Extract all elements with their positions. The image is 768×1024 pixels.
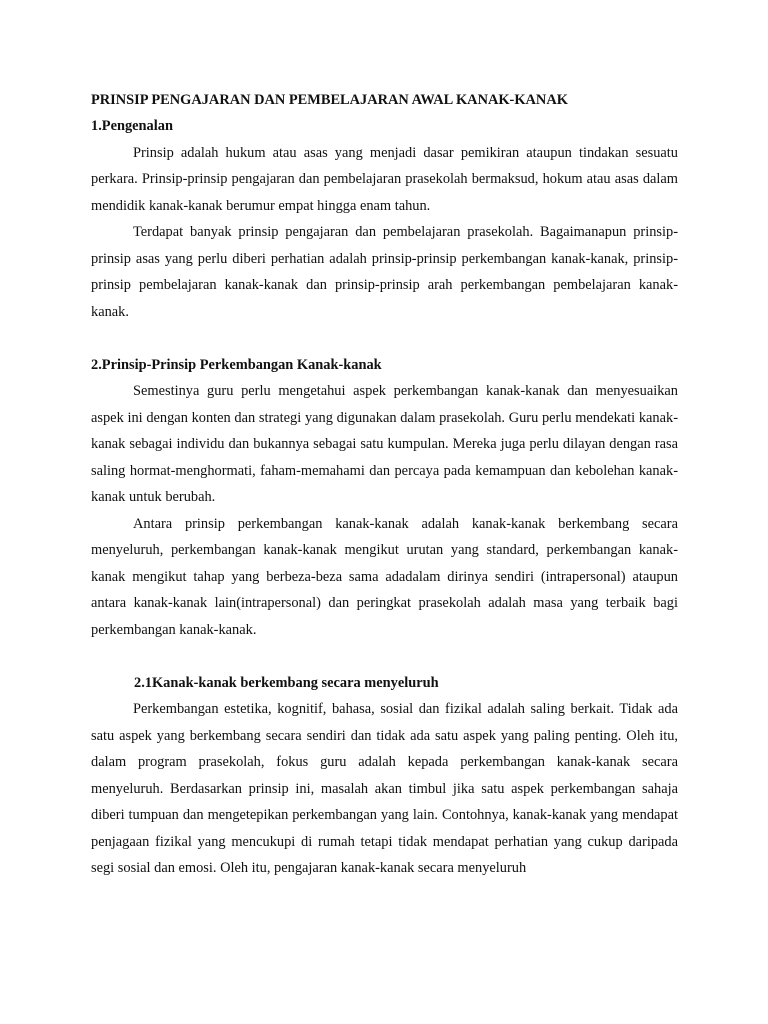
section-2-paragraph-1: Semestinya guru perlu mengetahui aspek perkembangan kanak-kanak dan menyesuaikan aspek ini dengan konten dan strategi yang digunakan dalam prasekolah. Guru perlu mendekati kanak-kanak sebagai individu dan bukannya sebagai satu kumpulan. Mereka juga perlu dilayan dengan rasa saling hormat-menghormati, faham-memahami dan percaya pada kemampuan dan kebolehan kanak-kanak untuk berubah. bbox=[91, 383, 678, 505]
section-2-heading: 2.Prinsip-Prinsip Perkembangan Kanak-kanak bbox=[91, 356, 382, 373]
section-2-1-paragraph-1: Perkembangan estetika, kognitif, bahasa, sosial dan fizikal adalah saling berkait. Tidak ada satu aspek yang berkembang secara sendiri dan tidak ada satu aspek yang paling penting. Oleh itu, dalam program prasekolah, fokus guru adalah kepada perkembangan kanak-kanak secara menyeluruh. Berdasarkan prinsip ini, masalah akan timbul jika satu aspek perkembangan sahaja diberi tumpuan dan mengetepikan perkembangan yang lain. Contohnya, kanak-kanak yang mendapat penjagaan fizikal yang mencukupi di rumah tetapi tidak mendapat perhatian yang cukup daripada segi sosial dan emosi. Oleh itu, pengajaran kanak-kanak secara menyeluruh bbox=[91, 701, 678, 876]
section-1-paragraph-2: Terdapat banyak prinsip pengajaran dan pembelajaran prasekolah. Bagaimanapun prinsip-prinsip asas yang perlu diberi perhatian adalah prinsip-prinsip perkembangan kanak-kanak, prinsip-prinsip pembelajaran kanak-kanak dan prinsip-prinsip arah perkembangan pembelajaran kanak-kanak. bbox=[91, 224, 678, 320]
section-2-1-heading: 2.1Kanak-kanak berkembang secara menyeluruh bbox=[134, 674, 439, 691]
section-1-paragraph-1: Prinsip adalah hukum atau asas yang menjadi dasar pemikiran ataupun tindakan sesuatu perkara. Prinsip-prinsip pengajaran dan pembelajaran prasekolah bermaksud, hokum atau asas dalam mendidik kanak-kanak berumur empat hingga enam tahun. bbox=[91, 144, 678, 214]
document-title: PRINSIP PENGAJARAN DAN PEMBELAJARAN AWAL KANAK-KANAK bbox=[91, 92, 568, 108]
section-spacer bbox=[91, 643, 678, 670]
section-1-heading: 1.Pengenalan bbox=[91, 118, 173, 134]
section-spacer bbox=[91, 325, 678, 352]
section-2-paragraph-2: Antara prinsip perkembangan kanak-kanak adalah kanak-kanak berkembang secara menyeluruh, perkembangan kanak-kanak mengikut urutan yang standard, perkembangan kanak-kanak mengikut tahap yang berbeza-beza sama adadalam dirinya sendiri (intrapersonal) ataupun antara kanak-kanak lain(intrapersonal) dan peringkat prasekolah adalah masa yang terbaik bagi perkembangan kanak-kanak. bbox=[91, 515, 678, 638]
document-content bbox=[91, 87, 678, 882]
